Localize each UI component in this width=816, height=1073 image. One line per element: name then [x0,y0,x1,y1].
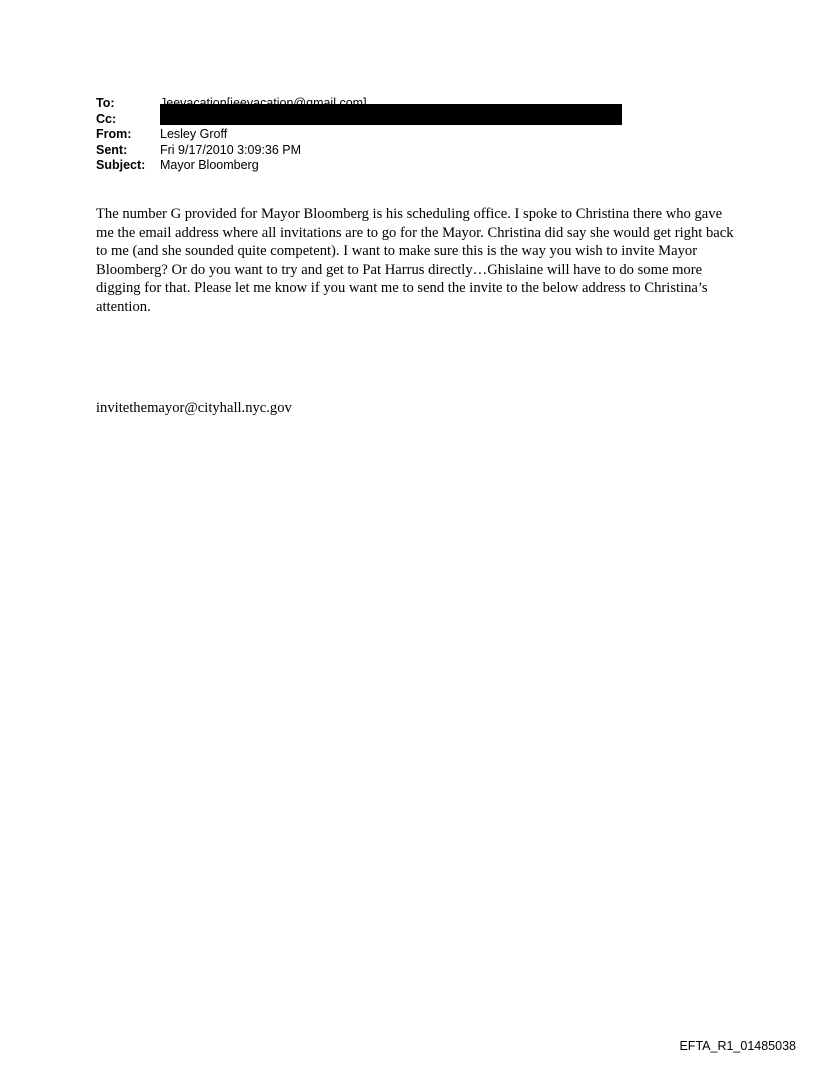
subject-value: Mayor Bloomberg [160,158,259,172]
email-body [96,205,736,317]
cc-redaction [160,107,622,133]
email-header [96,96,636,174]
from-value: Lesley Groff [160,127,228,141]
cc-label: Cc: [96,111,117,126]
from-label: From: [96,127,132,141]
sent-row [96,143,636,159]
sent-value: Fri 9/17/2010 3:09:36 PM [160,142,302,157]
redaction-bar [160,104,622,125]
to-label: To: [96,96,115,110]
sent-label: Sent: [96,142,128,157]
document-id: EFTA_R1_01485038 [679,1039,796,1053]
email-address-text: invitethemayor@cityhall.nyc.gov [96,400,292,416]
cc-row [96,112,636,128]
subject-row [96,158,636,174]
subject-label: Subject: [96,158,146,172]
body-paragraph: The number G provided for Mayor Bloomberg is his scheduling office. I spoke to Christina there who gave me the email address where all invitations are to go for the Mayor. Christina did say she would get right back to me (and she sounded quite competent). I want to make sure this is the way you wish to invite Mayor Bloomberg? Or do you want to try and get to Pat Harrus directly…Ghislaine will have to do some more digging for that. Please let me know if you want me to send the invite to the below address to Christina’s attention. [96,206,734,315]
